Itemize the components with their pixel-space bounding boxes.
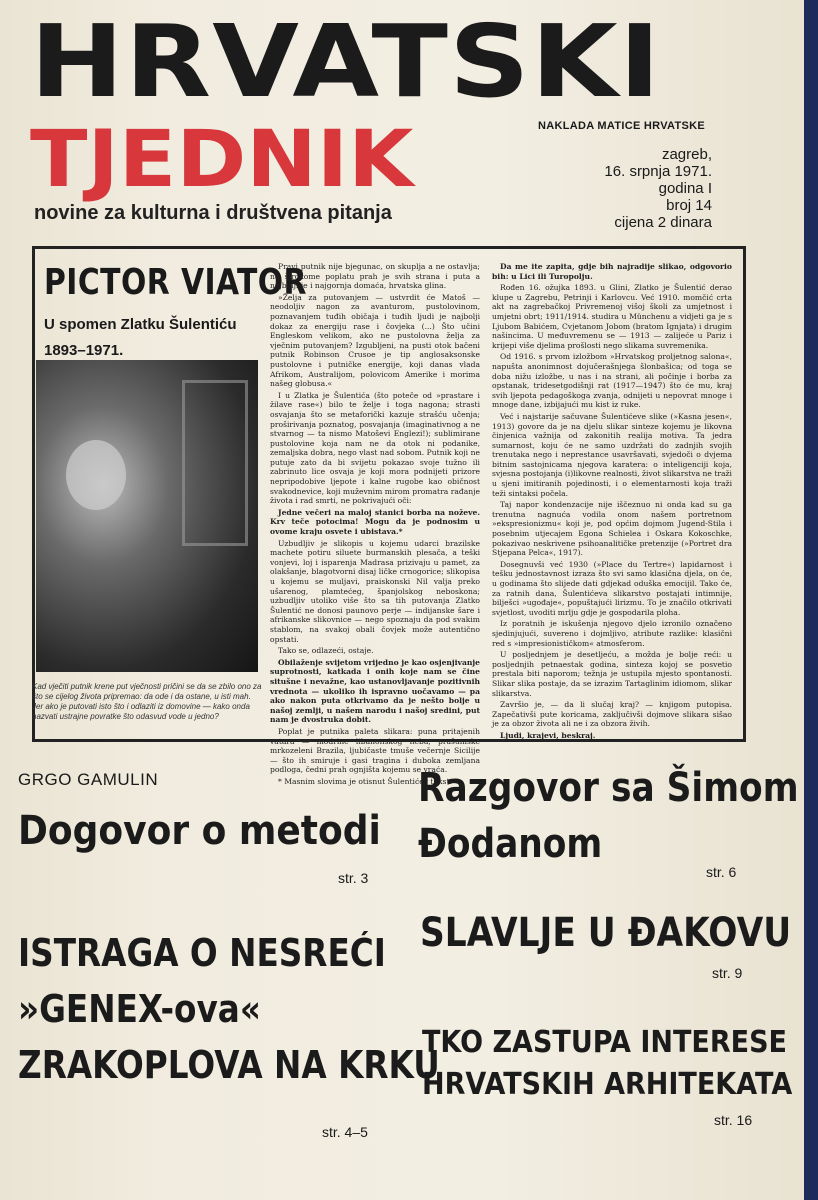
headline-razgovor [418,760,799,872]
paragraph: Već i najstarije sačuvane Šulentićeve slike (»Kasna jesen«, 1913) govore da je na djelu slikar sinteze kojemu je likovna činjenica važnija od zakonitih realija motiva. Ta jedra sumarnost, koju će ne samo uzdržati do zadnjih svojih trenutaka nego i neprestance usavršavati, svjedoči o dvjema bitnim sastojnicama njegova karatera: o inteligenciji koja, svjesna postojanja (i)likovne realnosti, život slikarstva ne traži u sjeni imitiranih pojedinosti, i o elementarnosti koja traži teži sintaksi počela. [492,411,732,498]
year: godina I [658,180,712,197]
page-ref-6: str. 6 [706,864,737,880]
photo-caption: Kad vječiti putnik krene put vječnosti pričini se da se zbilo ono za što se cijelog života pripremao: da ode i da ostane, u isti mah. Jer ako je putovati isto što i odlaziti iz domovine — kako onda nazvati ustrajne povratke što odasvud vode u jedno? [32,682,262,721]
paragraph: I u Zlatka je Šulentića (što poteče od »prastare i žilave rase«) bilo te želje i toga nagona; strasti osvajanja što se metaforički kazuje strašću učenja; proširivanja poznatog, posvajanja (imaginativnog a ne stvarnog — ta nismo Matoševi Englezi!); sublimirane pustolovine koja nam ne da otok ni podanike, zemaljska dobra, nego vlast nad sobom. Putnik koji ne putuje zato da bi svijetu pokazao svoje tužno ili zabrinuto lice osvaja je koji mora podnijeti prizore nepripodobive ljepote i kalne rugobe kao običnost svakodnevice, koji muževnim mirom promatra rađanje života i rad smrti, ne pokrivajući oči: [270,390,480,506]
paragraph: Taj napor kondenzacije nije iščeznuo ni onda kad su ga trenutna nagnuća vodila onom našem portretnom »ekspresionizmu« koji je, pod općim dojmom Jugend-Stila i posebnim utjecajem Egona Schielea i Oskara Kokoschke, pokazivao neskrivene psihoanalitičke pretenzije (»Portret dra Stjepana Pelca«, 1917). [492,500,732,558]
paragraph-quote: Da me ite zapita, gdje bih najradije slikao, odgovorio bih: u Lici ili Turopolju. [492,262,732,281]
photo-figure [66,440,126,510]
feature-dedication: U spomen Zlatku Šulentiću [44,316,237,333]
publisher: NAKLADA MATICE HRVATSKE [538,120,706,132]
headline-tko-line1: TKO ZASTUPA INTERESE [422,1025,787,1060]
footnote: * Masnim slovima je otisnut Šulentićev tekst. [278,776,452,786]
masthead-title-line1: HRVATSKI [30,3,662,120]
article-column-1 [270,262,480,786]
headline-istraga-line2: »GENEX-ova« [18,987,261,1031]
headline-istraga-line3: ZRAKOPLOVA NA KRKU [18,1043,440,1087]
date: 16. srpnja 1971. [604,163,712,180]
background-edge [804,0,818,1200]
paragraph-quote: Ljudi, krajevi, beskraj. [500,730,596,740]
paragraph: Dosegnuvši već 1930 (»Place du Tertre«) lapidarnost i tešku jednostavnost izraza što svi samo klasična djela, on će, u godinama što slijede dati gdjekad oduška emocijil. Tako će, za ratnih dana, Šulentićeva slikarstvo postajati intimnije, bilješci »ugođaje«, popuštajući lirizmu. To je značilo otkrivati svjetlost, uvoditi mrlju gdje je gospodarila ploha. [492,559,732,617]
price: cijena 2 dinara [614,214,712,231]
headline-tko-line2: HRVATSKIH ARHITEKATA [422,1067,793,1102]
headline-istraga-line1: ISTRAGA O NESREĆI [18,931,386,975]
page-ref-16: str. 16 [714,1112,753,1128]
feature-title: PICTOR VIATOR [44,262,307,303]
issue-number: broj 14 [666,197,712,214]
page-ref-9: str. 9 [712,965,743,981]
paragraph: Završio je, — da li slučaj kraj? — knjigom putopisa. Zapečativši pute koricama, zaključivši dojmove slikara sišao je za obzor života ali ne i za obzora živih. [492,700,732,729]
headline-slavlje: SLAVLJE U ĐAKOVU [420,910,792,956]
portrait-photo [36,360,258,672]
paragraph: Pravi putnik nije bjegunac, on skuplja a ne ostavlja; na širokome poplatu prah je svih strana i puta a najbolji je i najgornja domaća, hrvatska glina. [270,262,480,291]
feature-years: 1893–1971. [44,342,124,359]
paragraph: Tako se, odlazeći, ostaje. [278,646,374,656]
masthead-title-line2: TJEDNIK [30,115,414,205]
paragraph-quote: Obilaženje svijetom vrijedno je kao osjenjivanje suprotnosti, katkada i onih koje nam se čine situšne i nevažne, kao ustanovljavanje pozitivnih vrednota — ukoliko ih ispravno uočavamo — pa ako nakon puta otkrivamo da je nešto bolje u našoj zemlji, u našem narodu i našoj sredini, put nam je dvostruka dobit. [270,657,480,725]
feature-subtitle [44,312,237,364]
page-ref-3: str. 3 [338,870,369,886]
paragraph: Rođen 16. ožujka 1893. u Glini, Zlatko je Šulentić derao klupe u Zagrebu, Petrinji i Karlovcu. Već 1910. momčić crta akt na zagrebačkoj Privremenoj višoj školi za umjetnost i umjetni obrt; 1911/1914. studira u Münchenu a vidjeti ga je s Ljubom Babićem, Cvjetanom Jobom (bratom Ignjata) i drugim našincima. U međuvremenu se — 1913 — zalijeće u Pariz i krijepi više djelima prošlosti nego slikama suvremenika. [492,283,732,350]
place: zagreb, [661,146,712,163]
paragraph-quote: Jedne večeri na maloj stanici borba na noževe. Krv teče potocima! Mogu da je podnosim u ovome kraju osvete i ubistava.* [270,507,480,537]
paragraph: Od 1916. s prvom izložbom »Hrvatskog proljetnog salona«, napušta anonimnost dojučerašnjega šlonbašica; od toga se doba nižu izložbe, u nas i na strani, ali počinje i borba za opstanak, tridesetgodišnji rat (1917—1947) što će mu, kraj svih ljepota pedagoškoga zvanja, odnijeti u nepovrat mnoge i mnoge dane, izbijajući mu kist iz ruke. [492,352,732,410]
article-column-2 [492,262,732,740]
paragraph: Uzbudljiv je slikopis u kojemu udarci brazilske machete potiru siluete burmanskih plesača, a teški vonjevi, loj i isparenja Madrasa prizivaju u pamet, za olakšanje, blagotvorni disaj ličke crnogorice; slikopisa u kojemu se muljavi, praiskonski Nil valja preko ušarenog, plamtećeg, španjolskog neboskona; uzbudljiv utoliko više što sa tih putovanja Zlatko Šulentić ne donosi paunovo perje — indijanske šare i afrikanske slikovnice — nego spoznaju da pod svakim stablom, na svakoj obali čovjek može autentično opstati. [270,538,480,644]
headline-dogovor: Dogovor o metodi [18,808,381,854]
headline-razgovor-line1: Razgovor sa Šimom [418,765,799,811]
page-ref-4-5: str. 4–5 [322,1124,368,1140]
paragraph: Iz poratnih je iskušenja njegovo djelo izronilo označeno sjedinjujući, suvereno i dojmljivo, atribute razlike: klasični red s »impresionističkom« atmosferom. [492,619,732,648]
headline-razgovor-line2: Đodanom [418,821,603,867]
paragraph: U posljednjem je desetljeću, a možda je bolje reći: u posljednjih petnaestak godina, sinteza kojoj se posvetio prestala biti naporom; težnja je ustupila mjesto spontanosti. Slikar slika postaje, da se izrazim Tartaglinim idiomom, slikar slikarstva. [492,650,732,698]
photo-easel [182,380,248,546]
issue-meta [604,146,712,231]
masthead-tagline: novine za kulturna i društvena pitanja [34,202,392,224]
headline-istraga [18,925,440,1093]
paragraph: Poplat je putnika paleta slikara: puna pritajenih vatara — modrine libanonskog neba, prašumske mrkozeleni Brazila, ljubičaste tmuše večernje Sicilije — što ih smiruje i gasi tragina i duboka zemljana podloga, čedni prah ognjišta kojemu se vraća. [270,726,480,775]
headline-tko-zastupa [422,1022,792,1106]
paragraph: »Želja za putovanjem — ustvrdit će Matoš — neodoljiv nagon za avanturom, pustolovinom, poznavanjem tuđih običaja i tuđih ljudi je najbolji dokaz za energiju rase i čovjeka (...) Što učini Engleskom velikom, ako ne pustolovna želja za vječnim putovanjem? Izgubljeni, na pusti otok bačeni putnik Robinson Crusoe je tip anglosaksonske pustolovne i putničke energije, koji danas vlada Afrikom, Australijom, polovicom Amerike i morima našeg globusa.« [270,292,480,389]
article-author: GRGO GAMULIN [18,770,159,789]
